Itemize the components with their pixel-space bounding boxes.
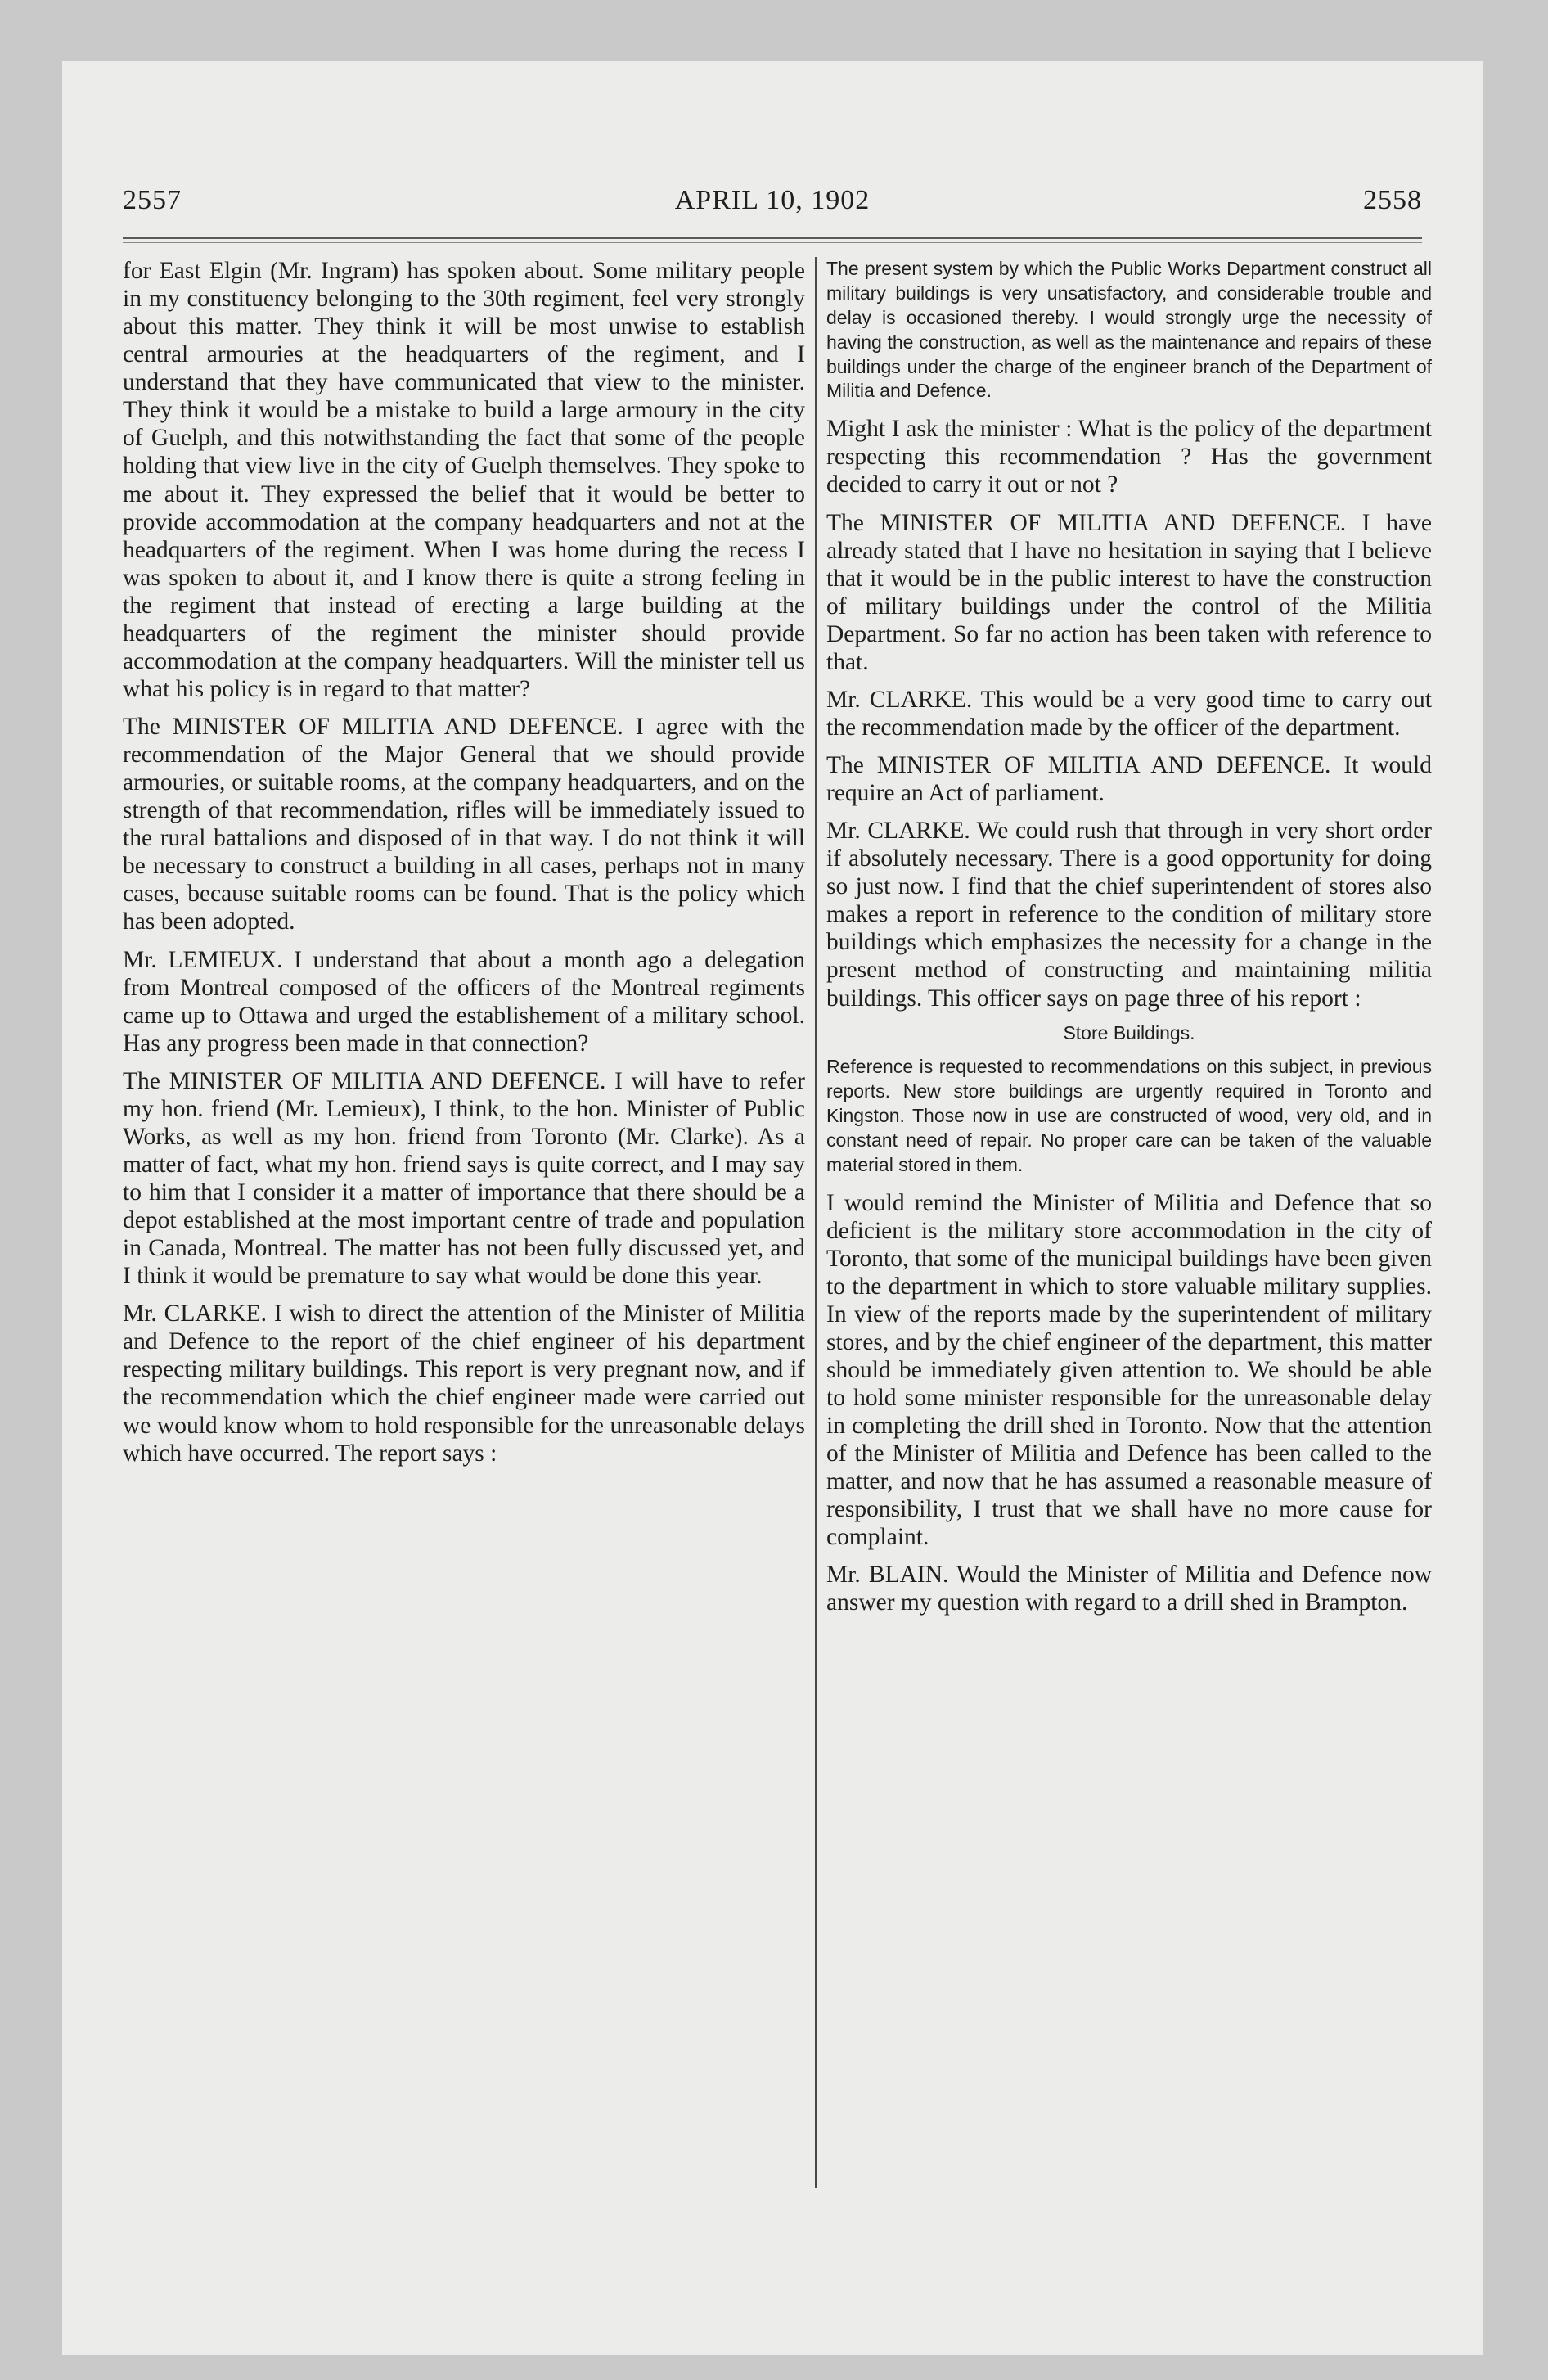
page-number-right: 2558 [1363,185,1422,215]
page-number-left: 2557 [123,185,182,215]
right-paragraph: Might I ask the minister : What is the policy of the department respecting this recommendation ? Has the government decided to carry it out or not ? [826,416,1432,498]
left-column [123,257,805,1477]
right-paragraph: I would remind the Minister of Militia and Defence that so deficient is the military store accommodation in the city of Toronto, that some of the municipal buildings have been given to the department in which to store valuable military supplies. In view of the reports made by the superintendent of military stores, and by the chief engineer of the department, this matter should be immediately given attention to. We should be able to hold some minister responsible for the unreasonable delay in completing the drill shed in Toronto. Now that the attention of the Minister of Militia and Defence has been called to the matter, and now that he has assumed a reasonable measure of responsibility, I trust that we shall have no more cause for complaint. [826,1189,1432,1551]
header-rule [123,237,1422,239]
header-date: APRIL 10, 1902 [674,185,871,215]
right-paragraph: Mr. BLAIN. Would the Minister of Militia and Defence now answer my question with regard to a drill shed in Brampton. [826,1562,1432,1616]
quote-heading: Store Buildings. [1063,1021,1195,1044]
right-paragraph: The MINISTER OF MILITIA AND DEFENCE. I have already stated that I have no hesitation in saying that I believe that it would be in the public interest to have the construction of military buildings under the control of the Militia Department. So far no action has been taken with reference to that. [826,509,1432,675]
right-paragraph: Mr. CLARKE. This would be a very good time to carry out the recommendation made by the officer of the department. [826,686,1432,741]
right-paragraph: The MINISTER OF MILITIA AND DEFENCE. It would require an Act of parliament. [826,752,1432,807]
left-paragraph: for East Elgin (Mr. Ingram) has spoken about. Some military people in my constituency belonging to the 30th regiment, feel very strongly about this matter. They think it will be most unwise to establish central armouries at the headquarters of the regiment, and I understand that they have communicated that view to the minister. They think it would be a mistake to build a large armoury in the city of Guelph, and this notwithstanding the fact that some of the people holding that view live in the city of Guelph themselves. They spoke to me about it. They expressed the belief that it would be better to provide accommodation at the company headquarters and not at the headquarters of the regiment. When I was home during the recess I was spoken to about it, and I know there is quite a strong feeling in the regiment that instead of erecting a large building at the headquarters of the regiment the minister should provide accommodation at the company headquarters. Will the minister tell us what his policy is in regard to that matter? [123,258,805,702]
left-paragraph: Mr. LEMIEUX. I understand that about a month ago a delegation from Montreal composed of the officers of the Montreal regiments came up to Ottawa and urged the establishement of a military school. Has any progress been made in that connection? [123,946,805,1057]
document-page [62,61,1483,2355]
right-paragraph: Mr. CLARKE. We could rush that through in very short order if absolutely necessary. There is a good opportunity for doing so just now. I find that the chief superintendent of stores also makes a report in reference to the condition of military store buildings which emphasizes the necessity for a change in the present method of constructing and maintaining militia buildings. This officer says on page three of his report : [826,818,1432,1012]
quoted-report-chief-engineer: The present system by which the Public Works Department construct all military buildings is very unsatisfactory, and considerable trouble and delay is occasioned thereby. I would strongly urge the necessity of having the construction, as well as the maintenance and repairs of these buildings under the charge of the engineer branch of the Department of Militia and Defence. [826,258,1432,402]
left-paragraph: Mr. CLARKE. I wish to direct the attention of the Minister of Militia and Defence to the report of the chief engineer of his department respecting military buildings. This report is very pregnant now, and if the recommendation which the chief engineer made were carried out we would know whom to hold responsible for the unreasonable delays which have occurred. The report says : [123,1300,805,1467]
header-rule-secondary [123,242,1422,243]
left-paragraph: The MINISTER OF MILITIA AND DEFENCE. I will have to refer my hon. friend (Mr. Lemieux), I think, to the hon. Minister of Public Works, as well as my hon. friend from Toronto (Mr. Clarke). As a matter of fact, what my hon. friend says is quite correct, and I may say to him that I consider it a matter of importance that there should be a depot established at the most important centre of trade and population in Canada, Montreal. The matter has not been fully discussed yet, and I think it would be premature to say what would be done this year. [123,1067,805,1290]
quoted-report-store-buildings: Reference is requested to recommendations on this subject, in previous reports. New store buildings are urgently required in Toronto and Kingston. Those now in use are constructed of wood, very old, and in constant need of repair. No proper care can be taken of the valuable material stored in them. [826,1056,1432,1175]
right-column [826,257,1432,1627]
left-paragraph: The MINISTER OF MILITIA AND DEFENCE. I agree with the recommendation of the Major General that we should provide armouries, or suitable rooms, at the company headquarters, and on the strength of that recommendation, rifles will be immediately issued to the rural battalions and disposed of in that way. I do not think it will be necessary to construct a building in all cases, perhaps not in many cases, because suitable rooms can be found. That is the policy which has been adopted. [123,714,805,935]
page-header [123,185,1422,234]
column-divider [815,257,817,2188]
